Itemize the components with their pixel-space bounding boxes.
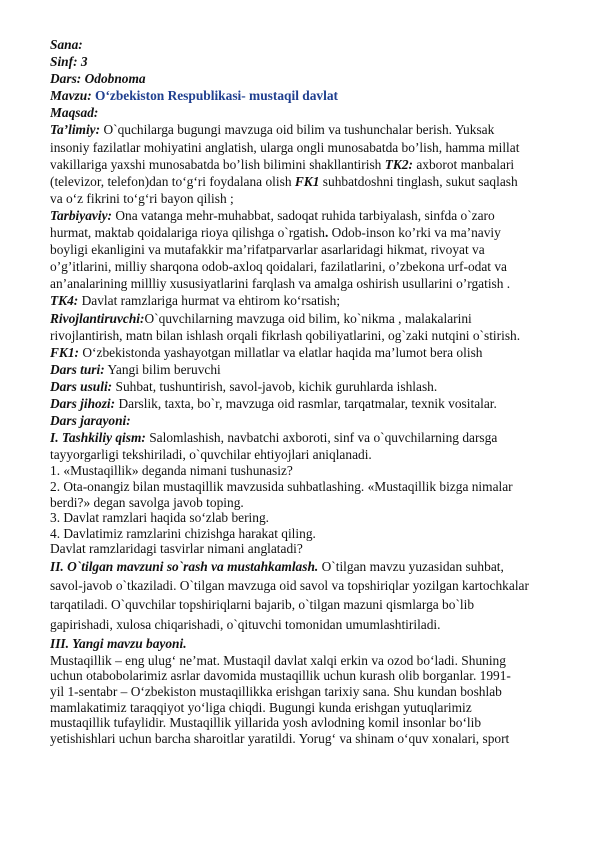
lesson-equipment-text: Darslik, taxta, bo`r, mavzuga oid rasmlar, tarqatmalar, texnik vositalar. — [115, 395, 497, 411]
educational-line — [50, 156, 548, 173]
organizational-label: I. Tashkiliy qism: — [50, 430, 146, 446]
class-label: Sinf: 3 — [50, 54, 88, 70]
developmental-text: O`quvchilarning mavzuga oid bilim, ko`nikma , malakalarini — [144, 310, 472, 326]
date-label: Sana: — [50, 37, 83, 52]
lesson-type-label: Dars turi: — [50, 361, 105, 377]
review-label: II. O`tilgan mavzuni so`rash va mustahkamlash. — [50, 558, 319, 574]
topic-line — [50, 87, 548, 104]
educational-text: (televizor, telefon)dan to‘g‘ri foydalana olish — [50, 173, 295, 189]
lesson-equipment — [50, 395, 548, 412]
upbringing-text: hurmat, maktab qoidalariga rioya qilishga o`rgatish — [50, 225, 325, 241]
educational-line: insoniy fazilatlar mohiyatini anglatish, ularga ongli munosabatda bo’lish, hamma millat — [50, 139, 520, 155]
tk4-label: TK4: — [50, 293, 79, 309]
lesson-method-text: Suhbat, tushuntirish, savol-javob, kichik guruhlarda ishlash. — [112, 378, 438, 394]
lesson-method — [50, 378, 548, 395]
upbringing-text: . — [324, 225, 329, 241]
developmental-goal — [50, 310, 548, 327]
tk2-label: TK2: — [384, 156, 413, 172]
upbringing-line — [50, 224, 548, 241]
fk1-line — [50, 344, 548, 361]
developmental-line: rivojlantirish, matn bilan ishlash orqali fikrlash qobiliyatlarini, og`zaki nutqini o`stirish. — [50, 327, 521, 343]
lesson-method-label: Dars usuli: — [50, 378, 113, 394]
upbringing-goal — [50, 207, 548, 224]
educational-label: Ta’limiy: — [50, 122, 101, 138]
lesson-type-text: Yangi bilim beruvchi — [104, 361, 221, 377]
new-topic-line: mamlakatimiz taraqqiyot yo‘liga chiqdi. Bugungi kunda erishgan yutuqlarimiz — [50, 699, 472, 715]
lesson-type — [50, 361, 548, 378]
upbringing-line: an’analarining millliy xususiyatlarini farqlash va amalga oshirish usullarini o’rgatish . — [50, 276, 511, 292]
review-line: tarqatiladi. O`quvchilar topshiriqlarni bajarib, o`tilgan mazuni qismlarga bo`lib — [50, 597, 475, 613]
question-item: Davlat ramzlaridagi tasvirlar nimani anglatadi? — [50, 541, 303, 557]
new-topic-line: yil 1-sentabr – O‘zbekiston mustaqillikka erishgan tarixiy sana. Shu kundan boshlab — [50, 683, 502, 699]
review-line: savol-javob o`tkaziladi. O`tilgan mavzuga oid savol va topshiriqlar yozilgan kartochkalar — [50, 578, 529, 594]
tk4-text: Davlat ramzlariga hurmat va ehtirom ko‘rsatish; — [78, 293, 341, 309]
educational-text: vakillariga yaxshi munosabatda bo’lish bilimini shakllantirish — [50, 156, 385, 172]
educational-line — [50, 173, 548, 190]
new-topic-line: uchun otabobolarimiz asrlar davomida mustaqillik uchun kurash olib borganlar. 1991- — [50, 668, 511, 684]
upbringing-line: boyligi ekanligini va mutafakkir ma’rifatparvarlar asarlaridagi hikmat, rivoyat va — [50, 242, 485, 258]
organizational-part — [50, 429, 548, 446]
developmental-label: Rivojlantiruvchi: — [50, 310, 145, 326]
lesson-label: Dars: Odobnoma — [50, 71, 146, 87]
goal-label: Maqsad: — [50, 105, 99, 121]
review-text: O`tilgan mavzu yuzasidan suhbat, — [318, 558, 504, 574]
topic-title: O‘zbekiston Respublikasi- mustaqil davlat — [95, 88, 338, 104]
question-item: berdi?» degan savolga javob toping. — [50, 494, 244, 510]
new-topic-heading: III. Yangi mavzu bayoni. — [50, 635, 187, 651]
educational-text: axborot manbalari — [412, 156, 515, 172]
question-item: 2. Ota-onangiz bilan mustaqillik mavzusida suhbatlashing. «Mustaqillik bizga nimalar — [50, 478, 513, 494]
educational-text: O`quchilarga bugungi mavzuga oid bilim va tushunchalar berish. Yuksak — [103, 122, 495, 138]
fk1-line-label: FK1: — [50, 344, 80, 360]
question-item: 1. «Mustaqillik» deganda nimani tushunasiz? — [50, 463, 293, 479]
lesson-equipment-label: Dars jihozi: — [50, 395, 116, 411]
educational-goal — [50, 121, 548, 138]
upbringing-line: o’g’itlarini, milliy sharqona odob-axloq qoidalari, fazilatlarini, o’zbekona urf-odat va — [50, 259, 507, 275]
topic-label: Mavzu: — [50, 88, 92, 104]
upbringing-label: Tarbiyaviy: — [50, 207, 112, 223]
fk1-label: FK1 — [294, 173, 320, 189]
question-item: 3. Davlat ramzlari haqida so‘zlab bering. — [50, 510, 269, 526]
organizational-line: tayyorgarligi tekshiriladi, o`quvchilar ehtiyojlari aniqlanadi. — [50, 447, 372, 463]
new-topic-line: yetishishlari uchun barcha sharoitlar yaratildi. Yorug‘ va shinam o‘quv xonalari, sport — [50, 730, 510, 746]
review-section — [50, 557, 548, 576]
new-topic-line: mustaqillik tufaylidir. Mustaqillik yillarida yosh avlodning komil insonlar bo‘lib — [50, 715, 482, 731]
tk4-line — [50, 292, 548, 309]
question-item: 4. Davlatimiz ramzlarini chizishga harakat qiling. — [50, 525, 316, 541]
educational-text: suhbatdoshni tinglash, sukut saqlash — [319, 173, 518, 189]
new-topic-line: Mustaqillik – eng ulug‘ ne’mat. Mustaqil davlat xalqi erkin va ozod bo‘ladi. Shuning — [50, 652, 506, 668]
upbringing-text: Ona vatanga mehr-muhabbat, sadoqat ruhida tarbiyalash, sinfda o`zaro — [115, 207, 495, 223]
lesson-process-heading: Dars jarayoni: — [50, 413, 131, 429]
review-line: gapirishadi, xulosa chiqarishadi, o`qituvchi tomonidan umumlashtiriladi. — [50, 616, 441, 632]
fk1-line-text: O‘zbekistonda yashayotgan millatlar va elatlar haqida ma’lumot bera olish — [79, 344, 483, 360]
educational-line: va o‘z fikrini to‘g‘ri bayon qilish ; — [50, 190, 234, 206]
upbringing-text: Odob-inson ko’rki va ma’naviy — [328, 225, 501, 241]
organizational-text: Salomlashish, navbatchi axboroti, sinf va o`quvchilarning darsga — [145, 430, 498, 446]
